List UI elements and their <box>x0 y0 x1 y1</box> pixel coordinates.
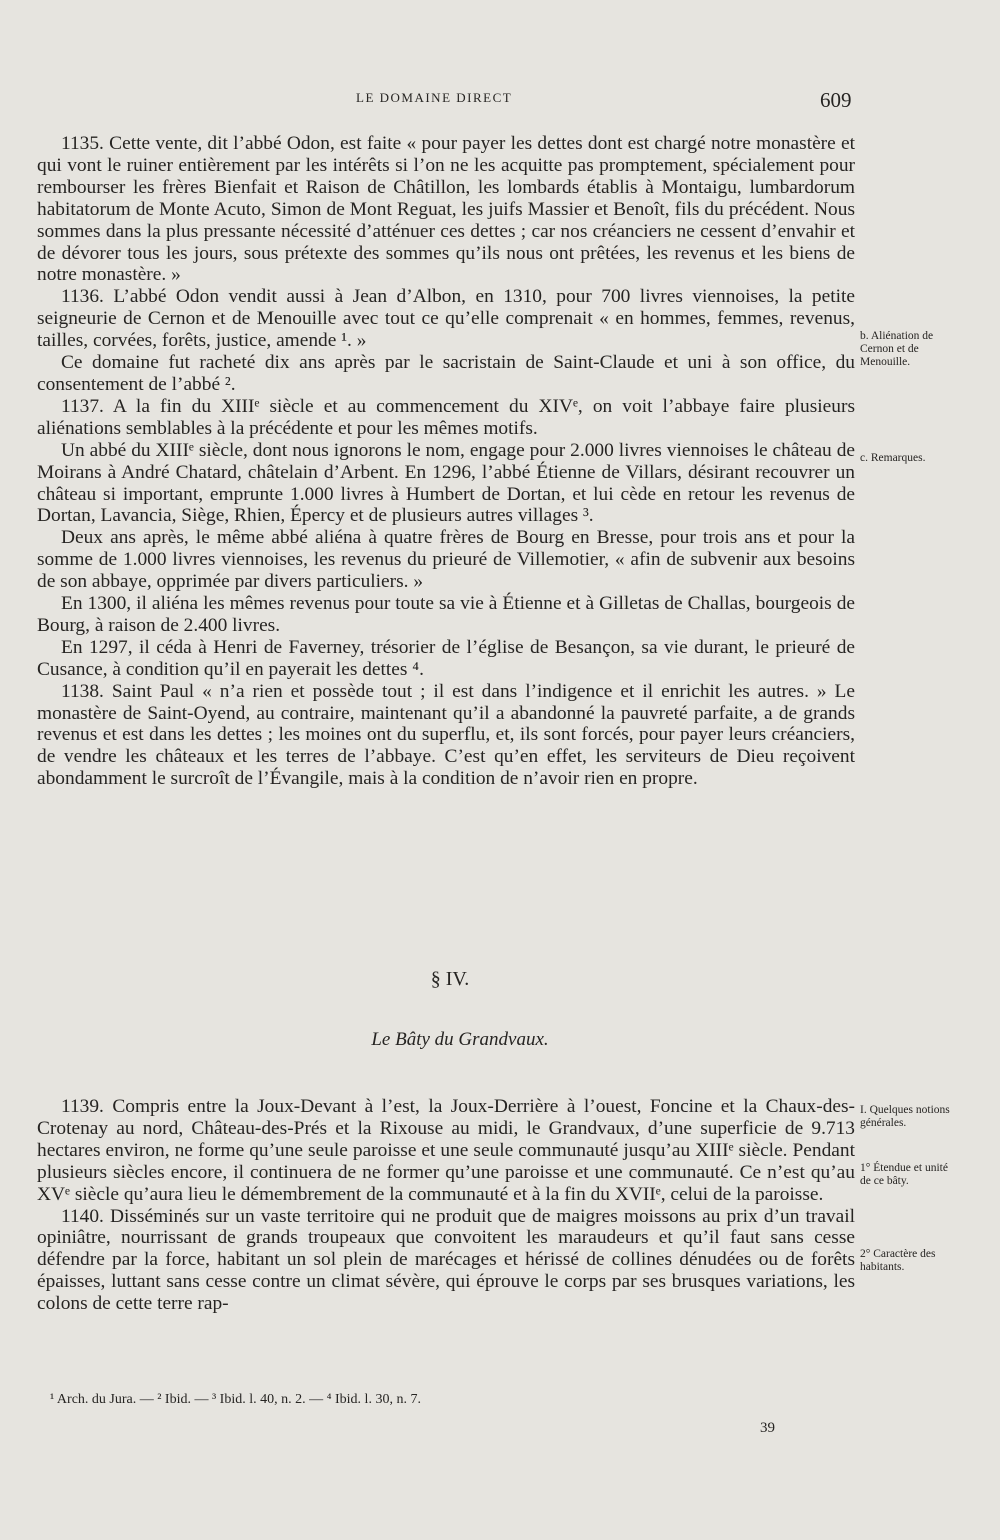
margin-note-c: c. Remarques. <box>860 452 926 464</box>
page-number: 609 <box>820 88 852 112</box>
section-mark: § IV. <box>430 968 470 990</box>
paragraph-1140: 1140. Disséminés sur un vaste territoire qui ne produit que de maigres moissons au prix d’un travail opiniâtre, nourrissant de grands troupeaux que convoitent les maraudeurs et qu’il faut sans cesse défendre par la force, habitant un sol plein de marécages et hérissé de collines dénudées ou de forêts épaisses, luttant sans cesse contre un climat sévère, qui éprouve le corps par ses brusques variations, les colons de cette terre rap- <box>37 1205 855 1315</box>
main-text <box>37 133 855 790</box>
signature-mark: 39 <box>760 1420 775 1436</box>
main-text-section-iv <box>37 1096 855 1315</box>
margin-note-b: b. Aliénation de Cernon et de Menouille. <box>860 330 934 368</box>
margin-note-i2: 2° Caractère des habitants. <box>860 1248 936 1273</box>
running-title: LE DOMAINE DIRECT <box>356 90 513 105</box>
paragraph-1135: 1135. Cette vente, dit l’abbé Odon, est faite « pour payer les dettes dont est chargé notre monastère et qui vont le ruiner entièrement par les intérêts si l’on ne les acquitte pas promptement, spécialement pour rembourser les frères Bienfait et Raison de Châtillon, les lombards établis à Montaigu, lumbardorum habitatorum de Monte Acuto, Simon de Mont Reguat, les juifs Massier et Benoît, fils du précédent. Nous sommes dans la plus pressante nécessité d’atténuer ces dettes ; car nos créanciers ne cessent d’envahir et de dévorer tous les jours, sous prétexte des sommes qu’ils nous ont prêtées, les revenus et les biens de notre monastère. » <box>37 133 855 286</box>
paragraph-1137-b: Un abbé du XIIIᵉ siècle, dont nous ignorons le nom, engage pour 2.000 livres viennoises le château de Moirans à André Chatard, châtelain d’Arbent. En 1296, l’abbé Étienne de Villars, désirant recouvrer un château si important, emprunte 1.000 livres à Humbert de Dortan, et lui cède en retour les revenus de Dortan, Lavancia, Siège, Rhien, Épercy et de plusieurs autres villages ³. <box>37 439 855 527</box>
paragraph-1139: 1139. Compris entre la Joux-Devant à l’est, la Joux-Derrière à l’ouest, Foncine et la Chaux-des-Crotenay au nord, Château-des-Prés et la Rixouse au midi, le Grandvaux, d’une superficie de 9.713 hectares environ, ne forme qu’une seule paroisse et une seule communauté jusqu’au XIIIᵉ siècle. Pendant plusieurs siècles encore, il continuera de ne former qu’une paroisse et une communauté. Ce n’est qu’au XVᵉ siècle qu’aura lieu le démembrement de la communauté et à la fin du XVIIᵉ, celui de la paroisse. <box>37 1096 855 1205</box>
margin-note-i1: 1° Étendue et unité de ce bâty. <box>860 1162 948 1187</box>
paragraph-1136: 1136. L’abbé Odon vendit aussi à Jean d’Albon, en 1310, pour 700 livres viennoises, la petite seigneurie de Cernon et de Menouille avec tout ce qu’elle comprenait « en hommes, femmes, revenus, tailles, corvées, forêts, justice, amende ¹. » <box>37 286 855 352</box>
paragraph-1136-cont: Ce domaine fut racheté dix ans après par le sacristain de Saint-Claude et uni à son office, du consentement de l’abbé ². <box>37 352 855 395</box>
footnotes: ¹ Arch. du Jura. — ² Ibid. — ³ Ibid. l. 40, n. 2. — ⁴ Ibid. l. 30, n. 7. <box>50 1392 421 1407</box>
paragraph-1137-e: En 1297, il céda à Henri de Faverney, trésorier de l’église de Besançon, sa vie durant, le prieuré de Cusance, à condition qu’il en payerait les dettes ⁴. <box>37 636 855 680</box>
margin-note-i: I. Quelques notions générales. <box>860 1104 950 1129</box>
paragraph-1137: 1137. A la fin du XIIIᵉ siècle et au commencement du XIVᵉ, on voit l’abbaye faire plusieurs aliénations semblables à la précédente et pour les mêmes motifs. <box>37 395 855 439</box>
section-title: Le Bâty du Grandvaux. <box>371 1029 549 1050</box>
paragraph-1137-d: En 1300, il aliéna les mêmes revenus pour toute sa vie à Étienne et à Gilletas de Challas, bourgeois de Bourg, à raison de 2.400 livres. <box>37 593 855 636</box>
paragraph-1137-c: Deux ans après, le même abbé aliéna à quatre frères de Bourg en Bresse, pour trois ans et pour la somme de 1.000 livres viennoises, les revenus du prieuré de Villemotier, « afin de subvenir aux besoins de son abbaye, opprimée par divers particuliers. » <box>37 527 855 593</box>
paragraph-1138: 1138. Saint Paul « n’a rien et possède tout ; il est dans l’indigence et il enrichit les autres. » Le monastère de Saint-Oyend, au contraire, maintenant qu’il a abandonné la pauvreté parfaite, a de grands revenus et est dans les dettes ; les moines ont du superflu, et, ils sont forcés, pour payer leurs créanciers, de vendre les châteaux et les terres de l’abbaye. C’est qu’en effet, les serviteurs de Dieu reçoivent abondamment le surcroît de l’Évangile, mais à la condition de n’avoir rien en propre. <box>37 680 855 790</box>
